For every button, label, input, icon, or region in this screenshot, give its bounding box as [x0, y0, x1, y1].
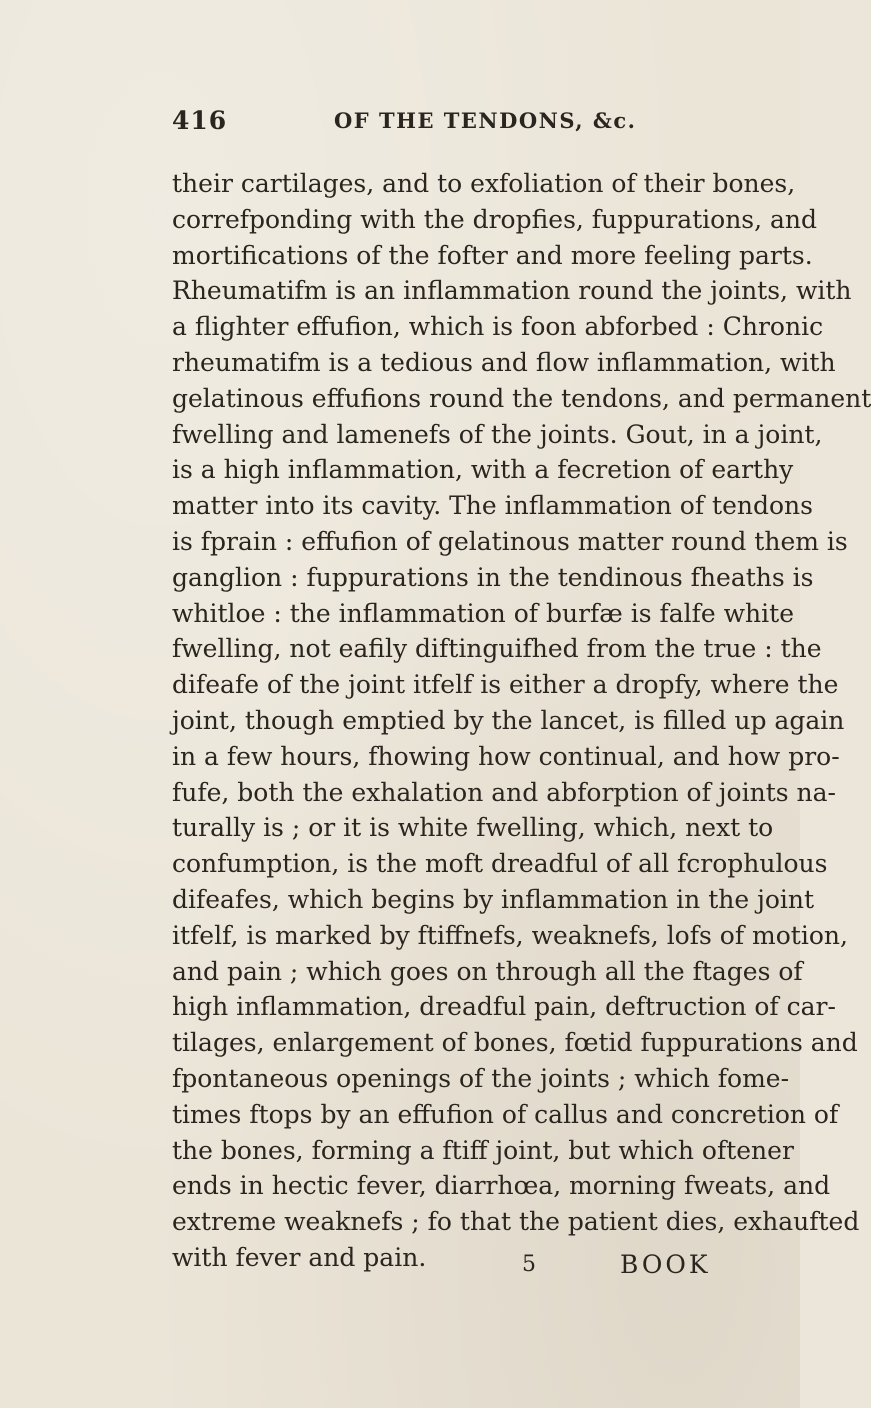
body-text	[172, 166, 871, 1276]
text-line: turally is ; or it is white fwelling, which, next to	[172, 813, 774, 843]
text-line: is a high inflammation, with a fecretion of earthy	[172, 455, 794, 485]
text-line: a flighter effufion, which is foon abforbed : Chronic	[172, 312, 824, 342]
text-line: joint, though emptied by the lancet, is filled up again	[172, 705, 845, 735]
text-line: mortifications of the fofter and more feeling parts.	[172, 240, 813, 270]
text-line: and pain ; which goes on through all the ftages of	[172, 956, 803, 986]
text-line: in a few hours, fhowing how continual, and how pro-	[172, 741, 840, 771]
text-line: the bones, forming a ftiff joint, but which oftener	[172, 1135, 794, 1165]
text-line: extreme weaknefs ; fo that the patient dies, exhaufted	[172, 1207, 860, 1237]
text-line: confumption, is the moft dreadful of all fcrophulous	[172, 849, 828, 879]
text-line: fwelling, not eafily diftinguifhed from the true : the	[172, 634, 822, 664]
text-line: fwelling and lamenefs of the joints. Gout, in a joint,	[172, 419, 823, 449]
text-line: tilages, enlargement of bones, fœtid fuppurations and	[172, 1028, 858, 1058]
text-line: high inflammation, dreadful pain, deftruction of car-	[172, 992, 836, 1022]
page-number: 416	[172, 106, 228, 135]
signature-mark: 5	[522, 1252, 536, 1277]
text-line: Rheumatifm is an inflammation round the joints, with	[172, 276, 852, 306]
text-line: times ftops by an effufion of callus and concretion of	[172, 1099, 839, 1129]
text-line: correfponding with the dropfies, fuppurations, and	[172, 204, 818, 234]
text-line: rheumatifm is a tedious and flow inflammation, with	[172, 347, 836, 377]
text-line: their cartilages, and to exfoliation of their bones,	[172, 169, 796, 198]
text-line-last: with fever and pain.	[172, 1242, 427, 1272]
text-line: ganglion : fuppurations in the tendinous fheaths is	[172, 562, 814, 592]
text-line: whitloe : the inflammation of burfæ is falfe white	[172, 598, 794, 628]
text-line: fufe, both the exhalation and abforption of joints na-	[172, 777, 836, 807]
text-line: is fprain : effufion of gelatinous matter round them is	[172, 526, 848, 556]
page-footer	[172, 1250, 740, 1290]
text-line: itfelf, is marked by ftiffnefs, weaknefs, lofs of motion,	[172, 920, 848, 950]
text-line: fpontaneous openings of the joints ; which fome-	[172, 1063, 790, 1093]
catchword: BOOK	[620, 1250, 711, 1279]
running-head	[172, 106, 732, 146]
running-title: OF THE TENDONS, &c.	[334, 108, 637, 133]
text-line: difeafes, which begins by inflammation in the joint	[172, 884, 815, 914]
text-line: ends in hectic fever, diarrhœa, morning fweats, and	[172, 1171, 831, 1201]
text-line: difeafe of the joint itfelf is either a dropfy, where the	[172, 670, 839, 700]
text-line: matter into its cavity. The inflammation of tendons	[172, 491, 813, 521]
text-line: gelatinous effufions round the tendons, and permanent	[172, 383, 871, 413]
